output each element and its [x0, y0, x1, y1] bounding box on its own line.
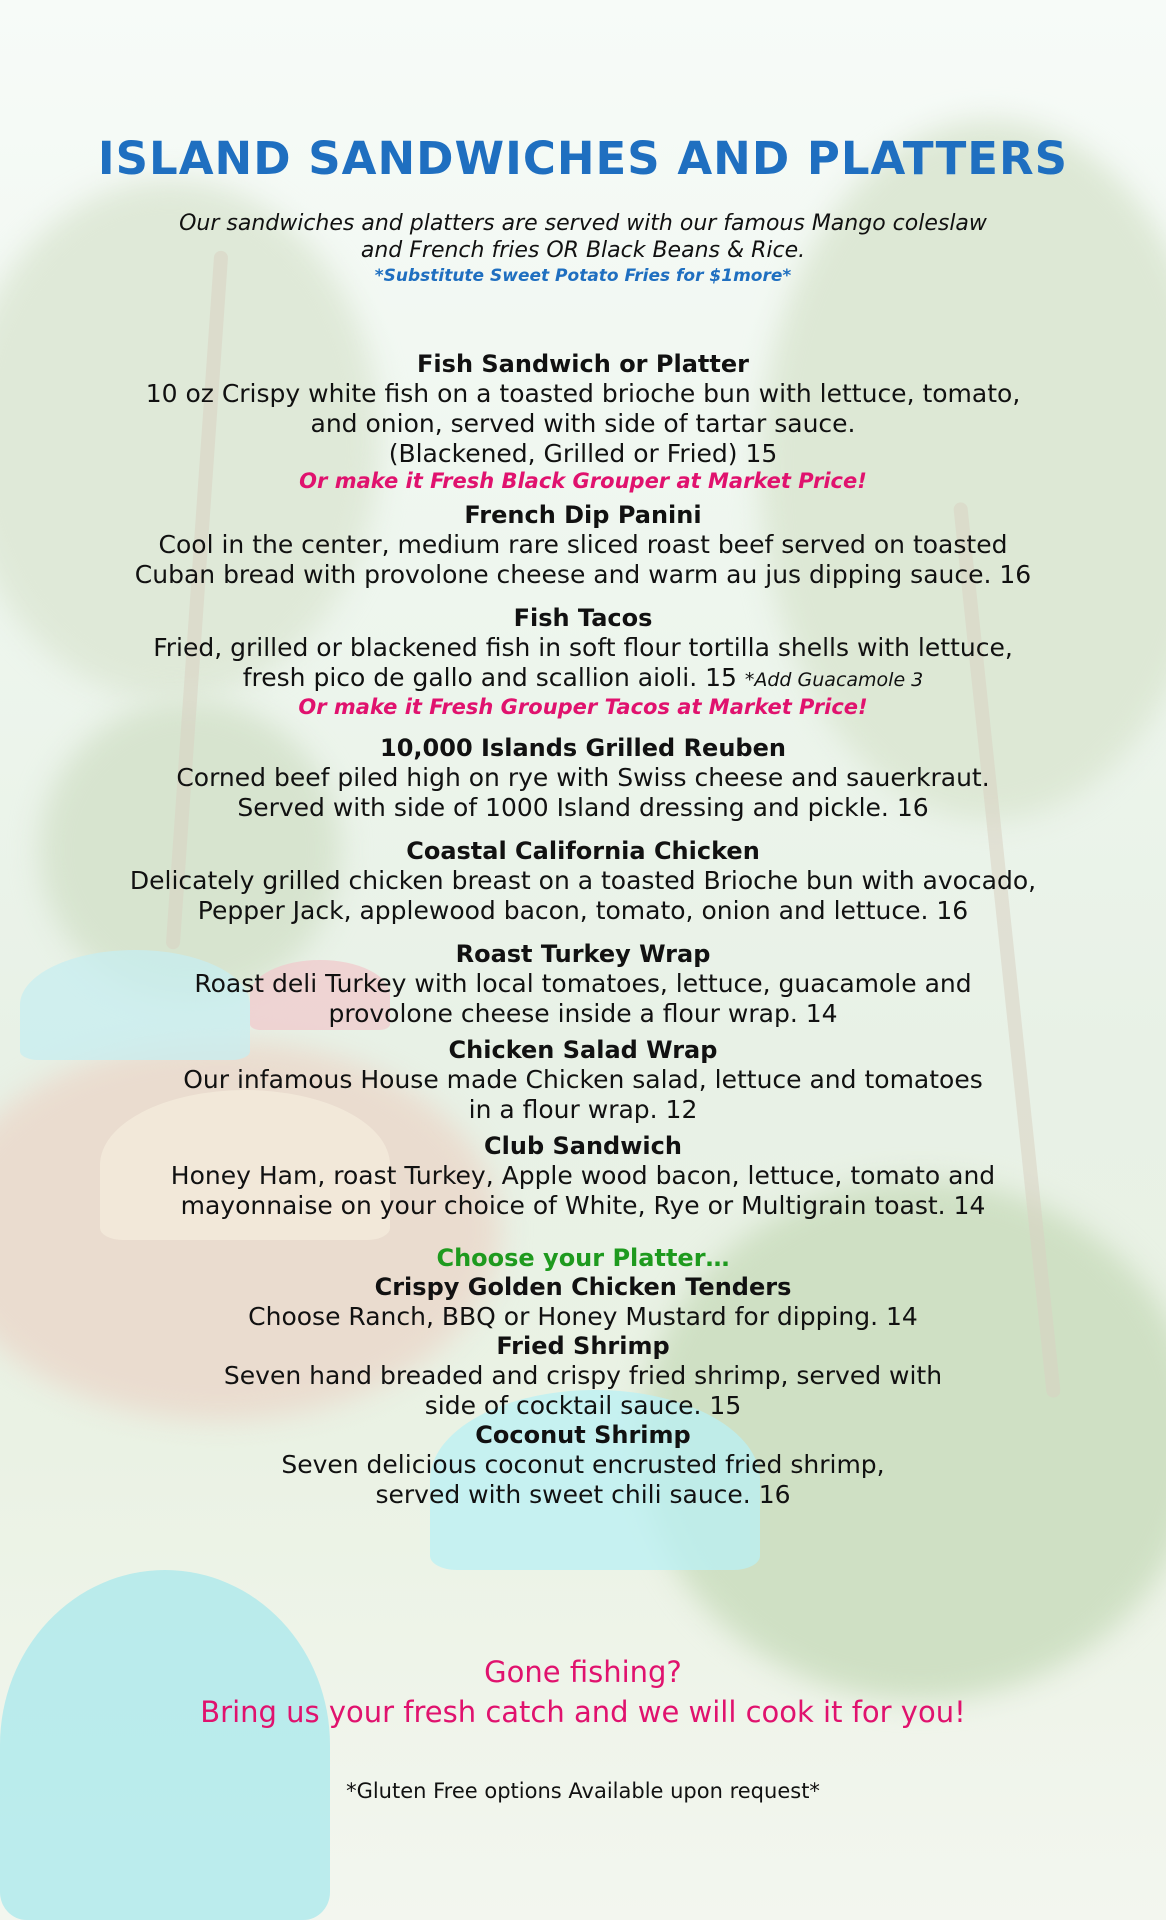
platter-heading: Choose your Platter… — [436, 1244, 730, 1272]
item-description: Cool in the center, medium rare sliced roast beef served on toasted Cuban bread with provolone cheese and warm au jus dipping sauce. 16 — [134, 530, 1032, 589]
intro-line: and French fries OR Black Beans & Rice. — [360, 238, 806, 263]
menu-item — [60, 1132, 1106, 1221]
item-description: Corned beef piled high on rye with Swiss cheese and sauerkraut. Served with side of 1000 Island dressing and pickle. 16 — [176, 763, 990, 822]
menu-items — [60, 350, 1106, 1510]
item-description: Seven delicious coconut encrusted fried shrimp, served with sweet chili sauce. 16 — [281, 1450, 885, 1509]
item-description: 10 oz Crispy white fish on a toasted brioche bun with lettuce, tomato, and onion, served with side of tartar sauce. (Blackened, Grilled or Fried) 15 — [145, 379, 1021, 468]
fresh-catch-block — [0, 1652, 1166, 1732]
menu-item — [60, 1036, 1106, 1125]
item-name: Club Sandwich — [484, 1132, 682, 1160]
item-description-text: Fried, grilled or blackened fish in soft flour tortilla shells with lettuce, fresh pico de gallo and scallion aioli. 15 — [153, 633, 1013, 692]
menu-item — [60, 350, 1106, 494]
platter-item — [60, 1332, 1106, 1421]
item-description: Roast deli Turkey with local tomatoes, lettuce, guacamole and provolone cheese inside a flour wrap. 14 — [194, 969, 972, 1028]
item-name: French Dip Panini — [464, 501, 702, 529]
menu-title: ISLAND SANDWICHES AND PLATTERS — [97, 132, 1069, 185]
item-name: Chicken Salad Wrap — [448, 1036, 718, 1064]
item-name: 10,000 Islands Grilled Reuben — [380, 734, 786, 762]
item-name: Coastal California Chicken — [406, 837, 760, 865]
item-name: Fried Shrimp — [496, 1332, 670, 1360]
item-description — [60, 633, 1106, 695]
menu-item — [60, 734, 1106, 823]
item-addon-note: *Add Guacamole 3 — [744, 669, 924, 691]
intro-line: Our sandwiches and platters are served with our famous Mango coleslaw — [179, 211, 987, 236]
item-name: Roast Turkey Wrap — [455, 940, 711, 968]
gluten-free-note: *Gluten Free options Available upon request* — [346, 1779, 820, 1803]
item-promo: Or make it Fresh Black Grouper at Market Price! — [299, 469, 867, 493]
item-name: Crispy Golden Chicken Tenders — [374, 1273, 792, 1301]
item-description: Seven hand breaded and crispy fried shrimp, served with side of cocktail sauce. 15 — [223, 1361, 943, 1420]
menu-item — [60, 604, 1106, 720]
platter-item — [60, 1421, 1106, 1510]
item-description: Delicately grilled chicken breast on a toasted Brioche bun with avocado, Pepper Jack, applewood bacon, tomato, onion and lettuce. 16 — [129, 866, 1037, 925]
item-description: Choose Ranch, BBQ or Honey Mustard for dipping. 14 — [248, 1302, 918, 1331]
item-promo: Or make it Fresh Grouper Tacos at Market Price! — [298, 695, 868, 719]
menu-item — [60, 940, 1106, 1029]
item-name: Fish Sandwich or Platter — [417, 350, 749, 378]
item-description: Our infamous House made Chicken salad, lettuce and tomatoes in a flour wrap. 12 — [183, 1065, 983, 1124]
fresh-catch-offer: Bring us your fresh catch and we will cook it for you! — [200, 1695, 966, 1729]
menu-item — [60, 837, 1106, 926]
item-description: Honey Ham, roast Turkey, Apple wood bacon, lettuce, tomato and mayonnaise on your choice of White, Rye or Multigrain toast. 14 — [170, 1161, 996, 1220]
gone-fishing-heading: Gone fishing? — [484, 1655, 682, 1689]
intro-block — [0, 210, 1166, 288]
menu-item — [60, 501, 1106, 590]
platter-item — [60, 1273, 1106, 1332]
substitute-note: *Substitute Sweet Potato Fries for $1more* — [374, 266, 792, 286]
item-name: Coconut Shrimp — [475, 1421, 691, 1449]
item-name: Fish Tacos — [513, 604, 653, 632]
